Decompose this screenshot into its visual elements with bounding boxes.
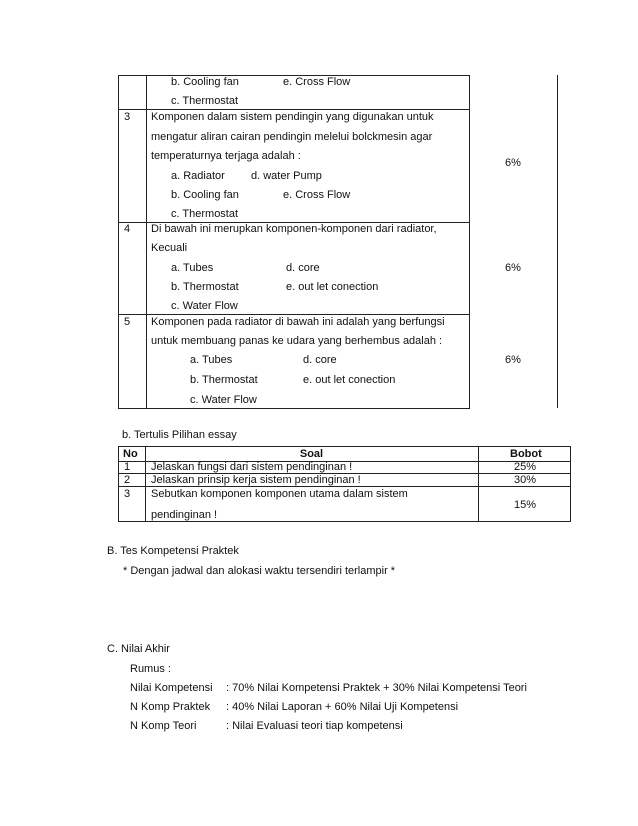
essay-question: pendinginan ! bbox=[151, 509, 218, 521]
option: d. core bbox=[286, 262, 320, 274]
option: e. Cross Flow bbox=[283, 76, 351, 88]
option: a. Radiator bbox=[171, 170, 225, 182]
practice-heading: B. Tes Kompetensi Praktek bbox=[107, 545, 239, 557]
question-weight: 6% bbox=[505, 157, 521, 169]
option: e. out let conection bbox=[286, 281, 379, 293]
essay-no: 1 bbox=[124, 461, 131, 473]
essay-question: Sebutkan komponen komponen utama dalam sistem bbox=[151, 488, 408, 500]
formula-term: N Komp Praktek bbox=[130, 701, 211, 713]
option: a. Tubes bbox=[190, 354, 233, 366]
option: d. core bbox=[303, 354, 337, 366]
formula-term: Nilai Kompetensi bbox=[130, 682, 213, 694]
essay-no: 2 bbox=[124, 474, 131, 486]
option: b. Cooling fan bbox=[171, 76, 239, 88]
essay-question: Jelaskan prinsip kerja sistem pendinginan ! bbox=[151, 474, 361, 486]
question-text: Di bawah ini merupkan komponen-komponen dari radiator, bbox=[151, 223, 437, 235]
question-weight: 6% bbox=[505, 262, 521, 274]
essay-header-no: No bbox=[123, 448, 138, 460]
essay-weight: 25% bbox=[514, 461, 537, 473]
question-text: untuk membuang panas ke udara yang berhembus adalah : bbox=[151, 335, 443, 347]
question-number: 4 bbox=[124, 223, 131, 235]
essay-weight: 15% bbox=[514, 499, 537, 511]
formula-definition: : 40% Nilai Laporan + 60% Nilai Uji Kompetensi bbox=[226, 701, 459, 713]
essay-weight: 30% bbox=[514, 474, 537, 486]
question-text: Kecuali bbox=[151, 242, 188, 254]
option: d. water Pump bbox=[251, 170, 322, 182]
option: c. Thermostat bbox=[171, 208, 239, 220]
practice-note: * Dengan jadwal dan alokasi waktu tersendiri terlampir * bbox=[123, 565, 396, 577]
formula-term: N Komp Teori bbox=[130, 720, 197, 732]
formula-definition: : Nilai Evaluasi teori tiap kompetensi bbox=[226, 720, 403, 732]
essay-header-bobot: Bobot bbox=[510, 448, 542, 460]
question-weight: 6% bbox=[505, 354, 521, 366]
option: b. Thermostat bbox=[190, 374, 258, 386]
option: e. Cross Flow bbox=[283, 189, 351, 201]
essay-question: Jelaskan fungsi dari sistem pendinginan ! bbox=[151, 461, 353, 473]
formula-definition: : 70% Nilai Kompetensi Praktek + 30% Nilai Kompetensi Teori bbox=[226, 682, 527, 694]
option: c. Water Flow bbox=[190, 394, 257, 406]
question-number: 3 bbox=[124, 111, 131, 123]
option: b. Thermostat bbox=[171, 281, 239, 293]
option: c. Water Flow bbox=[171, 300, 238, 312]
essay-heading: b. Tertulis Pilihan essay bbox=[122, 429, 237, 441]
option: b. Cooling fan bbox=[171, 189, 239, 201]
option: e. out let conection bbox=[303, 374, 396, 386]
formula-label: Rumus : bbox=[130, 663, 171, 675]
question-text: temperaturnya terjaga adalah : bbox=[151, 150, 301, 162]
question-text: Komponen pada radiator di bawah ini adalah yang berfungsi bbox=[151, 316, 445, 328]
question-text: Komponen dalam sistem pendingin yang digunakan untuk bbox=[151, 111, 434, 123]
option: c. Thermostat bbox=[171, 95, 239, 107]
essay-header-soal: Soal bbox=[299, 448, 324, 460]
question-text: mengatur aliran cairan pendingin melelui bolckmesin agar bbox=[151, 131, 433, 143]
essay-no: 3 bbox=[124, 488, 131, 500]
option: a. Tubes bbox=[171, 262, 214, 274]
question-number: 5 bbox=[124, 316, 131, 328]
final-heading: C. Nilai Akhir bbox=[107, 643, 170, 655]
